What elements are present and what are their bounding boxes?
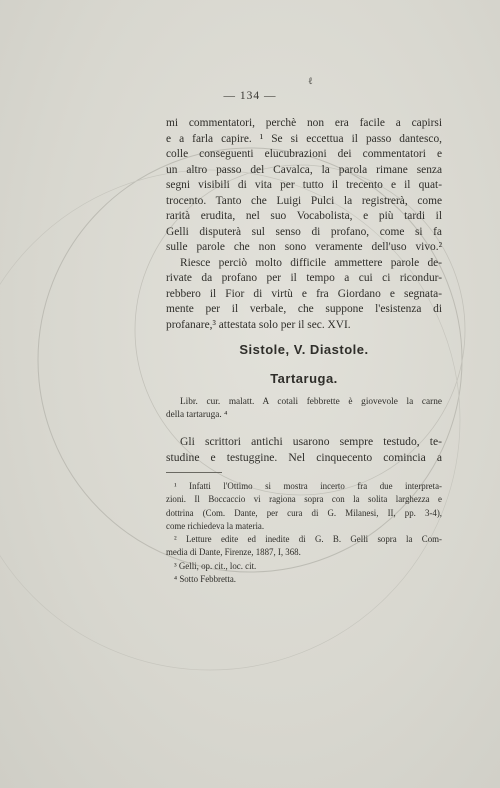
page-number: — 134 — [223, 90, 277, 102]
entry-heading-sistole: Sistole, V. Diastole. [239, 342, 369, 357]
footnote-divider [166, 472, 222, 473]
footnotes [166, 480, 442, 586]
footnote-line: ¹ Infatti l'Ottimo si mostra incerto fra due interpreta- [174, 481, 442, 491]
text-line: colle conseguenti elucubrazioni dei commentatori e [166, 148, 442, 160]
text-line: e a farla capire. ¹ Se si eccettua il passo dantesco, [166, 132, 442, 145]
text-line: rivate da profano per il tempo a cui ci ricondur- [166, 272, 442, 284]
entry-heading-tartaruga: Tartaruga. [270, 371, 338, 386]
quote-line: della tartaruga. ⁴ [166, 410, 228, 420]
text-line: Riesce perciò molto difficile ammettere parole de- [180, 256, 442, 269]
text-line: sulle parole che non sono veramente dell'uso vivo.² [166, 241, 442, 253]
second-paragraph [166, 434, 442, 466]
text-line: un altro passo del Cavalca, la parola rimane senza [166, 163, 442, 176]
citation-quote [166, 396, 442, 422]
footnote-line: ⁴ Sotto Febbretta. [174, 574, 237, 585]
text-line: profanare,³ attestata solo per il sec. XVI. [166, 318, 351, 331]
text-line: rebbero il Fior di virtù e fra Giordano e segnata- [166, 287, 442, 300]
text-line: Gelli disputerà sul senso di profano, come si fa [166, 225, 442, 238]
text-line: mente per il verbale, che suppone l'esistenza di [166, 303, 442, 315]
footnote-line: come richiedeva la materia. [166, 520, 265, 531]
text-line: Gli scrittori antichi usarono sempre testudo, te- [180, 435, 442, 448]
text-line: trocento. Tanto che Luigi Pulci la registrerà, come [166, 194, 442, 207]
main-paragraph [166, 116, 442, 333]
text-line: studine e testuggine. Nel cinquecento comincia a [166, 451, 442, 464]
footnote-line: ³ Gelli, op. cit., loc. cit. [174, 560, 257, 571]
text-line: mi commentatori, perchè non era facile a capirsi [166, 117, 442, 129]
text-line: segni visibili di vita per tutto il trecento e il quat- [166, 179, 442, 191]
text-line: rarità erudita, nel suo Vocabolista, e più tardi il [166, 210, 442, 222]
top-mark: ℓ [308, 76, 313, 87]
quote-line: Libr. cur. malatt. A cotali febbrette è giovevole la carne [180, 397, 442, 407]
footnote-line: media di Dante, Firenze, 1887, I, 368. [166, 547, 301, 558]
footnote-line: zioni. Il Boccaccio vi ragiona sopra con la solita larghezza e [166, 494, 442, 505]
footnote-line: dottrina (Com. Dante, per cura di G. Milanesi, II, pp. 3-4), [166, 507, 442, 518]
footnote-line: ² Letture edite ed inedite di G. B. Gelli sopra la Com- [174, 534, 442, 545]
